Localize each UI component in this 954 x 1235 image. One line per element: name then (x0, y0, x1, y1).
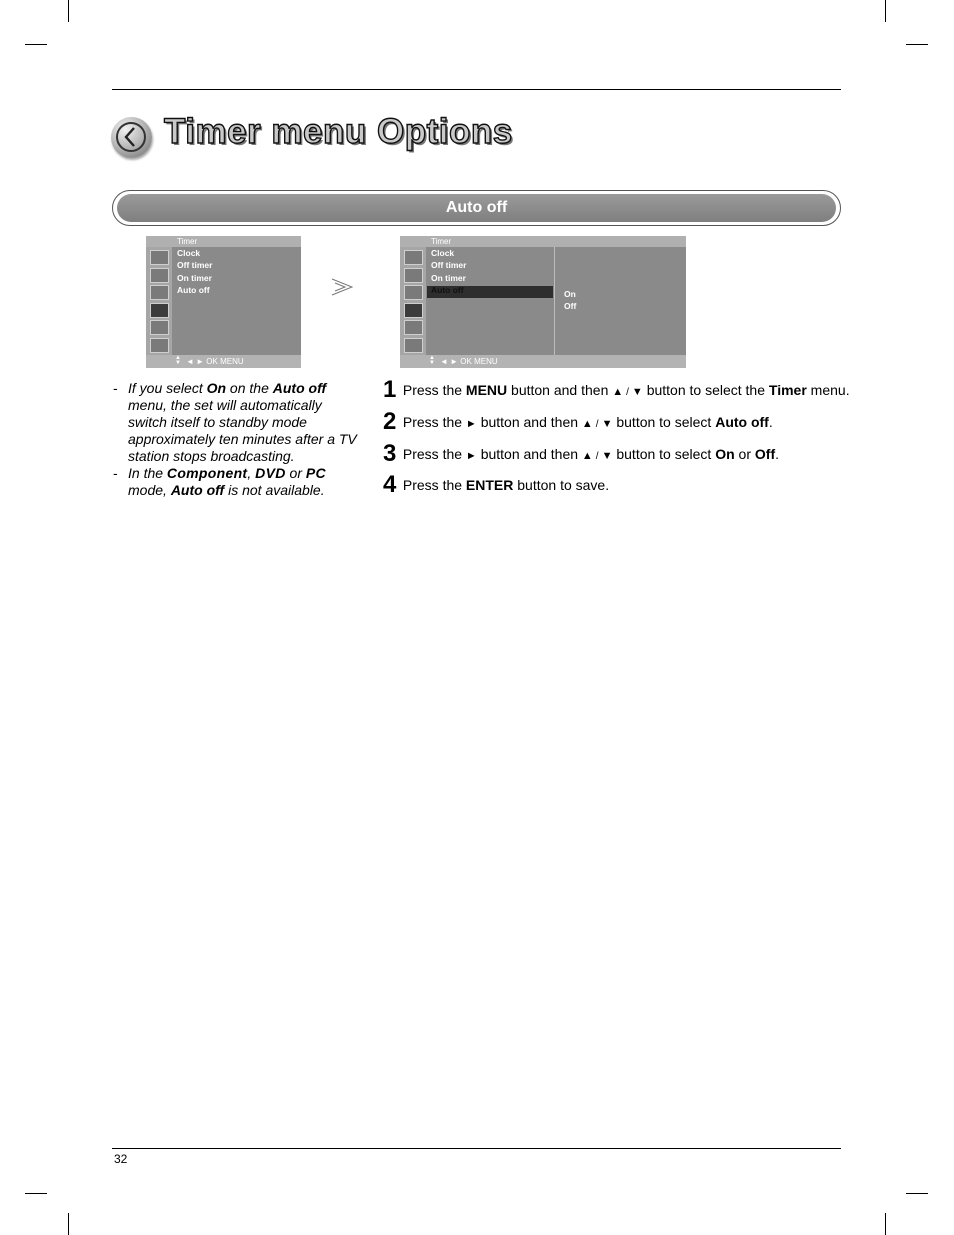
note-text: or (285, 465, 306, 481)
osd-footer-label: ◄ ► OK MENU (440, 357, 498, 366)
note-text: menu, the set will automatically switch itself to standby mode approximately ten minutes after a TV station stops broadcasting. (128, 397, 357, 464)
crop-mark (25, 44, 47, 45)
step-text-part: button to save. (513, 477, 610, 493)
step-text-part: button and then (476, 414, 582, 430)
up-arrow-icon: ▲ (581, 418, 593, 430)
note-text: DVD (255, 465, 286, 481)
picture-icon (404, 268, 423, 283)
step-3 (383, 440, 779, 468)
section-header (112, 190, 841, 226)
notes (113, 380, 358, 499)
satellite-icon (404, 250, 423, 265)
down-arrow-icon: ▼ (631, 386, 643, 398)
sound-icon (150, 285, 169, 300)
step-text-part: button to select (612, 414, 716, 430)
step-1 (383, 376, 850, 404)
step-2 (383, 408, 773, 436)
crop-mark (68, 1213, 69, 1235)
step-text-part: / (595, 419, 599, 430)
note-bullet: - (113, 465, 118, 481)
timer-icon (111, 117, 152, 158)
step-text-part: On (715, 446, 735, 462)
up-arrow-icon: ▲ (612, 386, 624, 398)
note-text: On (206, 380, 227, 396)
special-icon (404, 320, 423, 335)
osd-header-label: Timer (177, 237, 198, 246)
crop-mark (885, 1213, 886, 1235)
osd-item-clock: Clock (177, 248, 201, 258)
crop-mark (68, 0, 69, 22)
step-number: 1 (383, 376, 397, 403)
crop-mark (906, 1193, 928, 1194)
note-not-available (113, 465, 358, 499)
special-icon (150, 320, 169, 335)
step-number: 4 (383, 471, 397, 498)
clock-icon (404, 303, 423, 318)
osd-option-on: On (564, 289, 576, 299)
step-text-part: or (734, 446, 755, 462)
note-text: PC (305, 465, 326, 481)
note-text: is not available. (224, 482, 325, 498)
note-text: on the (226, 380, 273, 396)
osd-item-auto-off: Auto off (177, 285, 210, 295)
osd-header (400, 236, 686, 247)
osd-item-off-timer: Off timer (431, 260, 467, 270)
right-arrow-icon: ► (465, 450, 477, 462)
note-auto-off-standby (113, 380, 358, 465)
page-title: Timer menu Options (164, 112, 513, 151)
note-text: Auto off (170, 482, 225, 498)
step-text-part: . (768, 414, 773, 430)
osd-item-on-timer: On timer (431, 273, 466, 283)
step-text (403, 477, 609, 493)
step-text-part: button and then (476, 446, 582, 462)
note-text: Component (166, 465, 248, 481)
step-4 (383, 471, 609, 499)
step-text-part: / (626, 387, 629, 398)
osd-footer (146, 355, 301, 368)
note-bullet: - (113, 380, 118, 396)
osd-item-off-timer: Off timer (177, 260, 213, 270)
right-arrow-icon: ► (465, 418, 477, 430)
sound-icon (404, 285, 423, 300)
osd-submenu-divider (554, 247, 555, 355)
step-number: 3 (383, 440, 397, 467)
step-text (403, 414, 773, 430)
note-text: Auto off (272, 380, 327, 396)
step-text-part: / (595, 451, 599, 462)
section-title: Auto off (117, 194, 836, 222)
osd-header (146, 236, 301, 247)
step-text-part: button to select (612, 446, 716, 462)
step-text-part: menu. (806, 382, 850, 398)
satellite-icon (150, 250, 169, 265)
osd-item-clock: Clock (431, 248, 455, 258)
down-arrow-icon: ▼ (601, 418, 613, 430)
step-text-part: Off (754, 446, 776, 462)
clock-icon (150, 303, 169, 318)
step-text-part: Press the (402, 477, 466, 493)
step-text (403, 382, 850, 398)
step-text (403, 446, 779, 462)
osd-icon-column (400, 247, 426, 355)
step-text-part: Auto off (715, 414, 769, 430)
step-text-part: button and then (507, 382, 613, 398)
osd-footer-label: ◄ ► OK MENU (186, 357, 244, 366)
step-text-part: Press the (402, 382, 466, 398)
step-number: 2 (383, 408, 397, 435)
crop-mark (906, 44, 928, 45)
note-text: , (247, 465, 256, 481)
up-down-arrow-icon: ▲ ▼ (429, 355, 435, 366)
screen-icon (150, 338, 169, 353)
step-text-part: Press the (402, 446, 466, 462)
osd-menu-timer-auto-off (400, 236, 686, 368)
step-text-part: . (775, 446, 779, 462)
step-text-part: MENU (465, 382, 508, 398)
note-text: In the (128, 465, 167, 481)
next-arrow-icon (331, 278, 353, 296)
step-text-part: Press the (402, 414, 466, 430)
crop-mark (25, 1193, 47, 1194)
picture-icon (150, 268, 169, 283)
osd-item-auto-off: Auto off (431, 285, 464, 295)
osd-menu-timer (146, 236, 301, 368)
step-text-part: Timer (768, 382, 807, 398)
screen-icon (404, 338, 423, 353)
osd-option-off: Off (564, 301, 577, 311)
note-text: If you select (128, 380, 207, 396)
bottom-rule (112, 1148, 841, 1149)
step-text-part: button to select the (642, 382, 769, 398)
page-number: 32 (114, 1152, 128, 1166)
step-text-part: ENTER (465, 477, 514, 493)
top-rule (112, 89, 841, 90)
osd-header-label: Timer (431, 237, 452, 246)
osd-item-on-timer: On timer (177, 273, 212, 283)
crop-mark (885, 0, 886, 22)
up-arrow-icon: ▲ (581, 450, 593, 462)
note-text: mode, (128, 482, 171, 498)
osd-icon-column (146, 247, 172, 355)
osd-footer (400, 355, 686, 368)
down-arrow-icon: ▼ (601, 450, 613, 462)
up-down-arrow-icon: ▲ ▼ (175, 355, 181, 366)
